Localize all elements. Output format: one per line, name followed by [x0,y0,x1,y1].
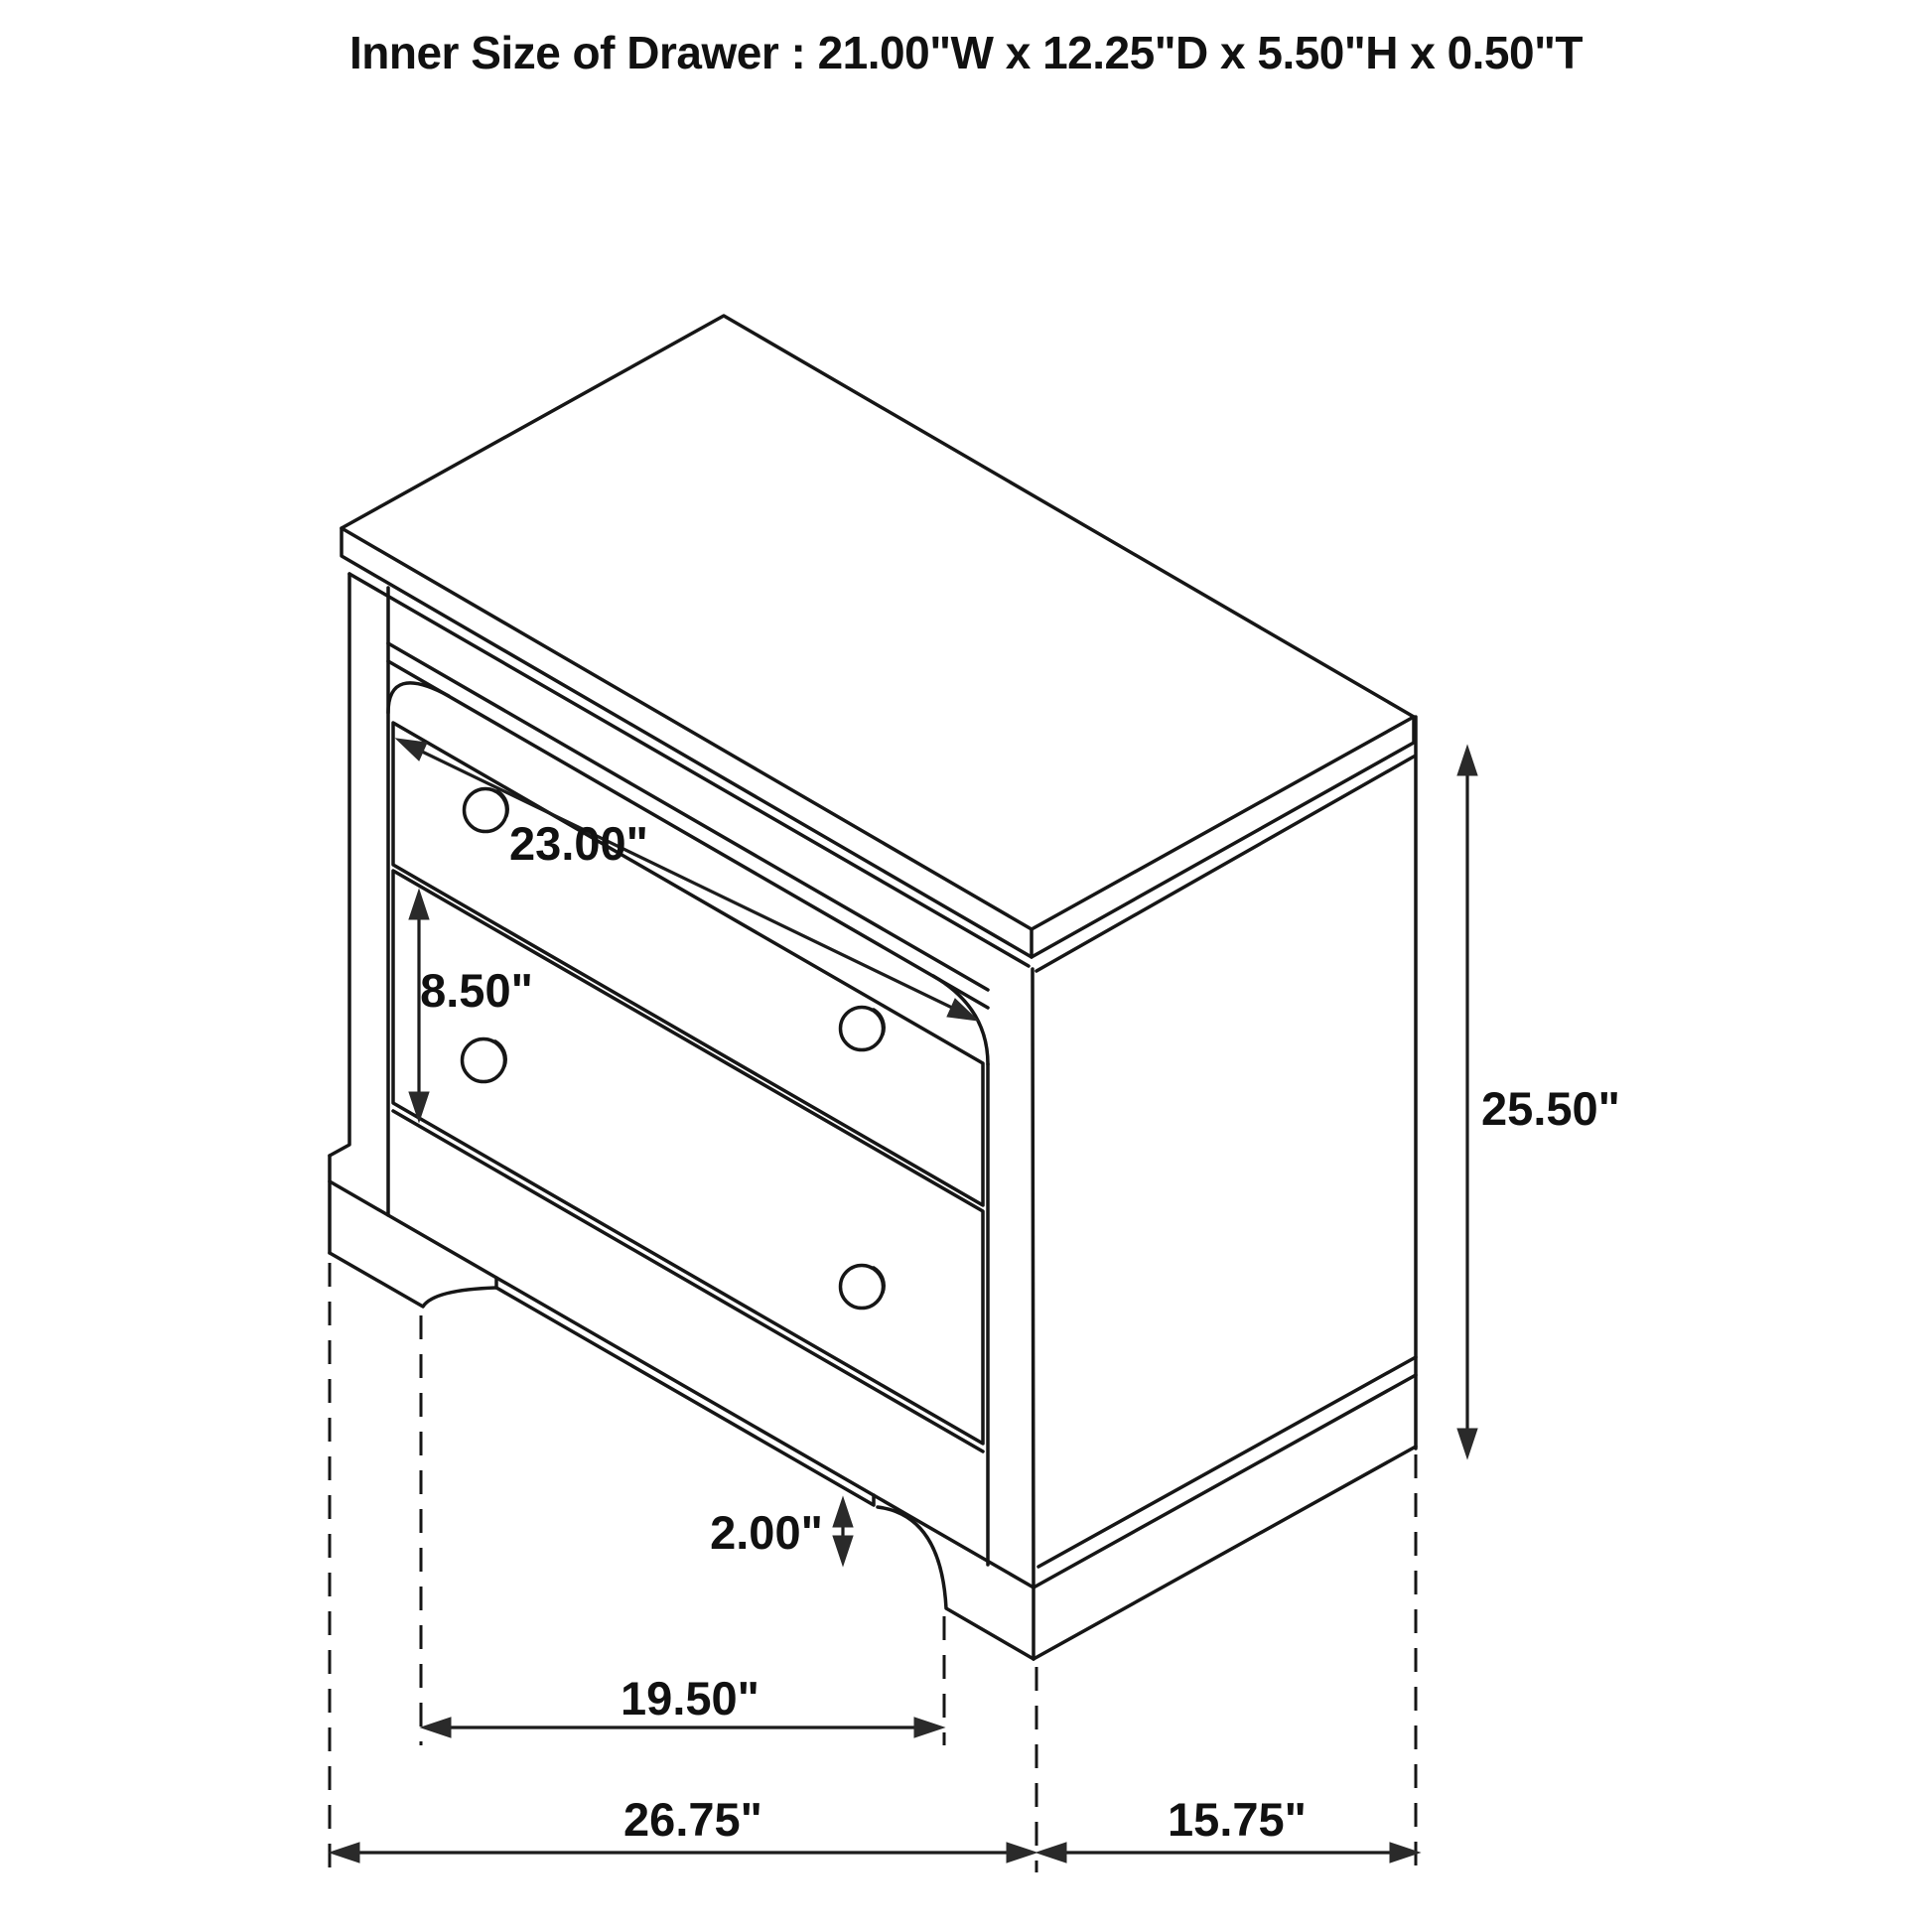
dimension-label-overall-width: 26.75" [623,1793,762,1846]
dimension-overall-depth [1036,1793,1420,1863]
cabinet-top-face [342,316,1414,971]
top-left-bracket-arc [388,683,449,713]
knob-icon [841,1266,885,1309]
base-plinth [330,1156,1416,1659]
knob-icon [463,1039,506,1082]
dimension-overall-height [1457,746,1620,1458]
dimension-label-drawer-opening-width: 23.00" [509,817,648,870]
knob-icon [841,1008,885,1050]
dimension-label-overall-depth: 15.75" [1168,1793,1307,1846]
page-title: Inner Size of Drawer : 21.00"W x 12.25"D x 5.50"H x 0.50"T [348,27,1584,78]
dimension-feet-span [421,1672,944,1737]
dimension-foot-height [710,1497,853,1566]
dimension-overall-width [330,1793,1036,1863]
projection-lines [330,1263,1416,1872]
dimension-drawer-front-height [409,890,533,1122]
bottom-drawer [393,871,983,1451]
dimension-label-foot-height: 2.00" [710,1506,823,1559]
dimension-label-drawer-front-height: 8.50" [420,964,533,1017]
dimension-label-overall-height: 25.50" [1481,1082,1620,1135]
knob-icon [465,789,508,832]
dimension-label-feet-span: 19.50" [621,1672,759,1725]
